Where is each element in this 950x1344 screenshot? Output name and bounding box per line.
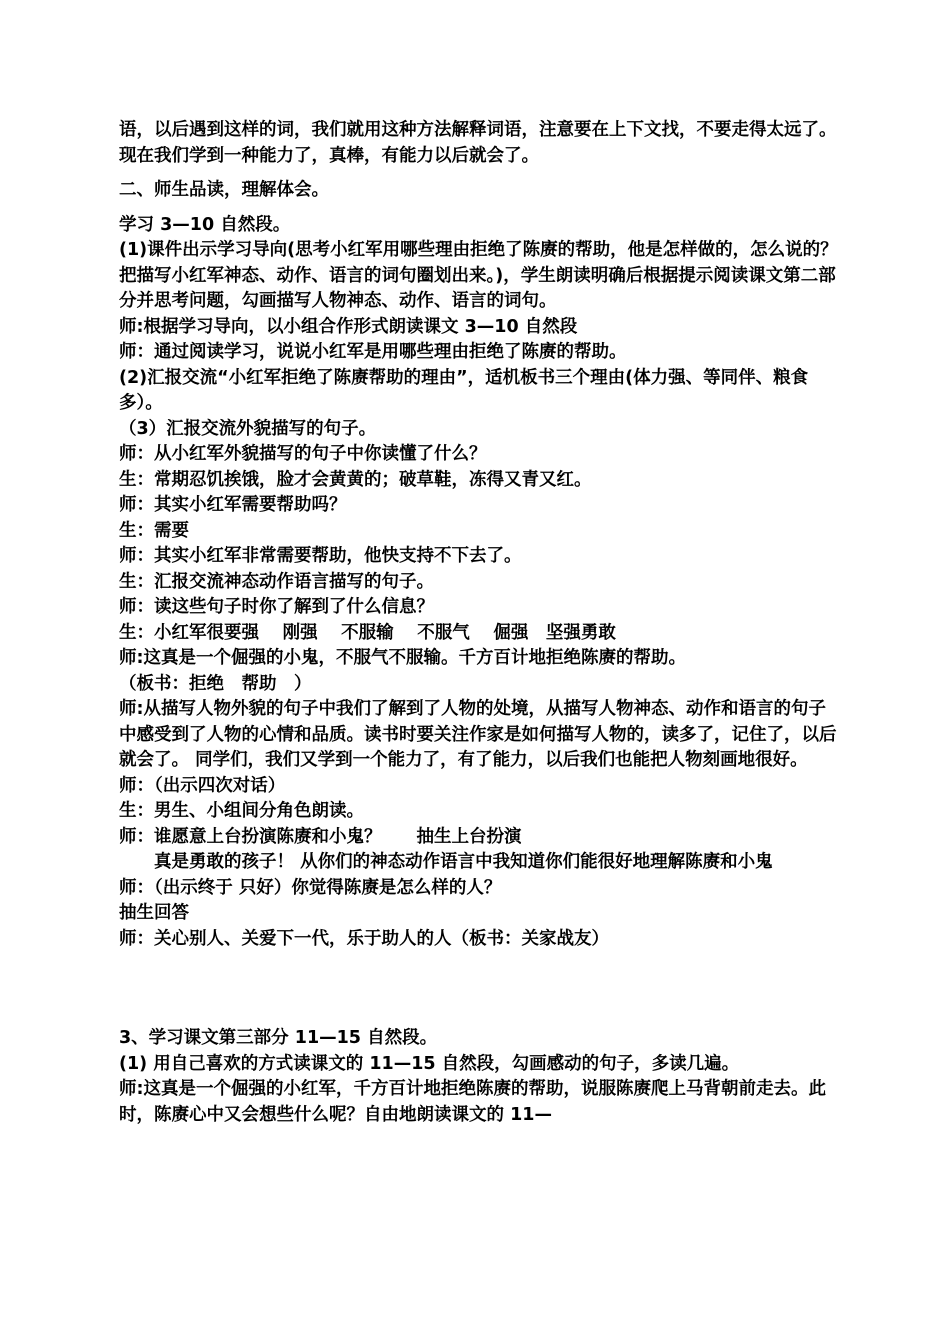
- paragraph-11: 生：常期忍饥挨饿，脸才会黄黄的；破草鞋，冻得又青又红。: [119, 469, 592, 490]
- paragraph-13: 生：需要: [119, 520, 189, 541]
- paragraph-23: 师：谁愿意上台扮演陈赓和小鬼？ 抽生上台扮演: [119, 826, 522, 847]
- paragraph-19: （板书：拒绝 帮助 ）: [119, 673, 312, 694]
- paragraph-20: 师:从描写人物外貌的句子中我们了解到了人物的处境，从描写人物神态、动作和语言的句子中感受到了人物的心情和品质。读书时要关注作家是如何描写人物的，读多了，记住了，以后就会了。 同学们，我们又学到一个能力了，有了能力，以后我们也能把人物刻画地很好。: [119, 699, 837, 770]
- paragraph-27: 师：关心别人、关爱下一代，乐于助人的人（板书：关家战友）: [119, 928, 609, 949]
- paragraph-8: (2)汇报交流“小红军拒绝了陈赓帮助的理由”，适机板书三个理由(体力强、等同伴、粮食多）。: [119, 367, 809, 413]
- paragraph-5: 把描写小红军神态、动作、语言的词句圈划出来。)，学生朗读明确后根据提示阅读课文第二部分并思考问题，勾画描写人物神态、动作、语言的词句。: [119, 265, 836, 311]
- paragraph-1: 语，以后遇到这样的词，我们就用这种方法解释词语，注意要在上下文找，不要走得太远了。 现在我们学到一种能力了，真棒，有能力以后就会了。: [119, 120, 846, 166]
- paragraph-9: （3）汇报交流外貌描写的句子。: [119, 418, 377, 439]
- section-heading-28: 3、学习课文第三部分 11—15 自然段。: [119, 1028, 438, 1048]
- document-body: [119, 118, 846, 1128]
- paragraph-6: 师:根据学习导向，以小组合作形式朗读课文 3—10 自然段: [119, 316, 578, 337]
- paragraph-7: 师：通过阅读学习，说说小红军是用哪些理由拒绝了陈赓的帮助。: [119, 342, 627, 362]
- paragraph-24: 真是勇敢的孩子！ 从你们的神态动作语言中我知道你们能很好地理解陈赓和小鬼: [154, 852, 773, 872]
- paragraph-16: 师：读这些句子时你了解到了什么信息？: [119, 597, 434, 617]
- paragraph-29: (1) 用自己喜欢的方式读课文的 11—15 自然段，勾画感动的句子，多读几遍。: [119, 1053, 740, 1074]
- paragraph-12: 师：其实小红军需要帮助吗？: [119, 495, 347, 515]
- paragraph-15: 生：汇报交流神态动作语言描写的句子。: [119, 571, 434, 592]
- paragraph-14: 师：其实小红军非常需要帮助，他快支持不下去了。: [119, 546, 522, 566]
- paragraph-3: 学习 3—10 自然段。: [119, 214, 291, 235]
- paragraph-17: 生：小红军很要强 刚强 不服输 不服气 倔强 坚强勇敢: [119, 622, 616, 643]
- paragraph-18: 师:这真是一个倔强的小鬼，不服气不服输。千方百计地拒绝陈赓的帮助。: [119, 648, 686, 668]
- paragraph-22: 生：男生、小组间分角色朗读。: [119, 801, 364, 821]
- paragraph-21: 师：（出示四次对话）: [119, 775, 286, 796]
- paragraph-30: 师:这真是一个倔强的小红军，千方百计地拒绝陈赓的帮助，说服陈赓爬上马背朝前走去。此时，陈赓心中又会想些什么呢？自由地朗读课文的 11—: [119, 1079, 826, 1125]
- paragraph-25: 师：（出示终于 只好）你觉得陈赓是怎么样的人？: [119, 877, 502, 898]
- paragraph-10: 师：从小红军外貌描写的句子中你读懂了什么？: [119, 444, 487, 464]
- paragraph-4: (1)课件出示学习导向(思考小红军用哪些理由拒绝了陈赓的帮助，他是怎样做的，怎么说的？: [119, 240, 838, 260]
- paragraph-26: 抽生回答: [119, 903, 189, 923]
- section-heading-2: 二、师生品读，理解体会。: [119, 180, 329, 200]
